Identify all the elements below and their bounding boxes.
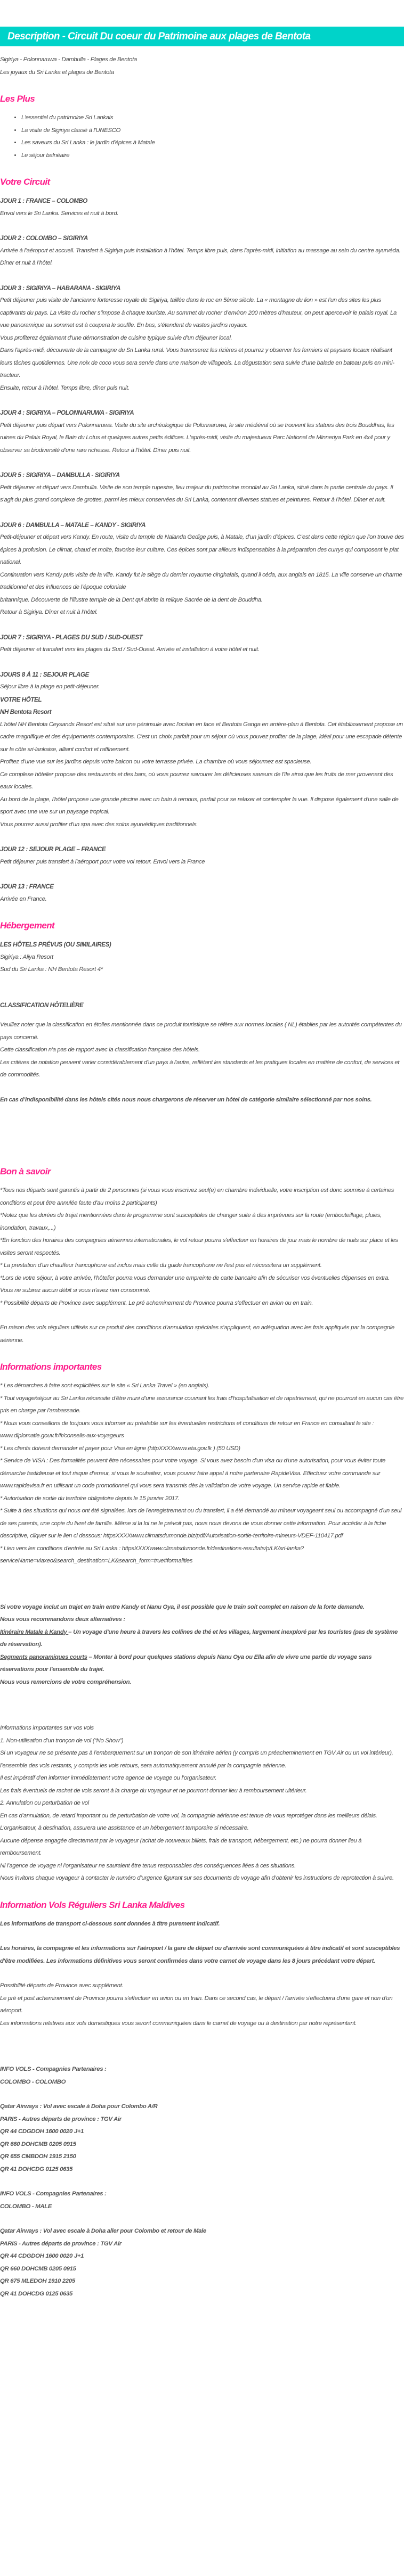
text-line: * Tout voyage/séjour au Sri Lanka nécessite d’être muni d’une assurance couvrant les frais d’hospitalisation et de rapatriement, qui ne pourront en aucun cas être pris en charge par l’ambassade.	[0, 1395, 404, 1414]
paragraph-text	[0, 2225, 404, 2300]
day-heading: JOUR 13 : FRANCE	[0, 883, 54, 890]
section-heading: Bon à savoir	[0, 1166, 51, 1176]
text-line: QR 660 DOHCMB 0205 0915	[0, 2141, 76, 2147]
text-line: Nous invitons chaque voyageur à contacter le numéro d’urgence figurant sur ses documents de voyage afin d’obtenir les instructions de reprotection à suivre.	[0, 1875, 394, 1881]
text-line: Dans l'après-midi, découverte de la campagne du Sri Lanka rural. Vous traverserez les rizières et pourrez y observer les fermiers et paysans locaux réalisant leurs tâches quotidiennes. Une noix de coco vous sera servie dans une maison de villageois. La dégustation sera suivie d’une balade en bateau puis en mini-tracteur.	[0, 347, 394, 378]
text-line: Petit-déjeuner et départ vers Kandy. En route, visite du temple de Nalanda Gedige puis, à Matale, d’un jardin d’épices. C’est dans cette région que l’on trouve des épices à profusion. Le climat, chaud et moite, favorise leur culture. Ces épices sont par ailleurs indispensables à la préparation des currys qui composent le plat national.	[0, 534, 404, 565]
text-line: Les informations relatives aux vols domestiques vous seront communiquées dans le carnet de voyage ou à destination par notre représentant.	[0, 2020, 357, 2027]
text-line: Le pré et post acheminement de Province pourra s'effectuer en avion ou en train. Dans ce second cas, le départ / l'arrivée s'effectuera d'une gare et non d'un aéroport.	[0, 1995, 393, 2014]
paragraph-text	[0, 208, 404, 220]
paragraph-text	[0, 2101, 404, 2176]
text-line: L'hôtel NH Bentota Ceysands Resort est situé sur une péninsule avec l'océan en face et Bentota Ganga en arrière-plan à Bentota. Cet établissement propose un cadre magnifique et des équipements contemporains. C'est un choix parfait pour un séjour où vous pouvez profiter de la plage, idéal pour une escapade détente sur la côte sri-lankaise, alliant confort et raffinement.	[0, 721, 403, 753]
text-line: Petit déjeuner et transfert vers les plages du Sud / Sud-Ouest. Arrivée et installation à votre hôtel et nuit.	[0, 646, 260, 653]
text-line: britannique. Découverte de l’illustre temple de la Dent qui abrite la relique Sacrée de la dent de Bouddha.	[0, 596, 263, 603]
section-les-plus	[0, 93, 404, 162]
paragraph	[0, 1980, 404, 2030]
text-line: 2. Annulation ou perturbation de vol	[0, 1800, 89, 1806]
text-line: Arrivée en France.	[0, 895, 47, 902]
text-line: Informations importantes sur vos vols	[0, 1725, 94, 1731]
text-line	[0, 1626, 404, 1651]
paragraph-text	[0, 1094, 404, 1107]
section-heading: Votre Circuit	[0, 177, 50, 187]
paragraph-text	[0, 482, 404, 507]
highlight-item: • La visite de Sigiriya classé à l'UNESCO	[21, 125, 404, 137]
text-line: COLOMBO - MALE	[0, 2203, 52, 2210]
paragraph	[0, 1019, 404, 1082]
text-line	[0, 1601, 404, 1614]
paragraph-text	[0, 681, 404, 694]
spacer	[0, 1118, 404, 1151]
text-line: * Autorisation de sortie du territoire obligatoire depuis le 15 janvier 2017.	[0, 1495, 180, 1502]
section-bon-a-savoir	[0, 1165, 404, 1347]
day-block	[0, 939, 404, 976]
text-line: QR 41 DOHCDG 0125 0635	[0, 2290, 73, 2297]
text-line: * Service de VISA : Des formalités peuvent être nécessaires pour votre voyage. Si vous avez besoin d'un visa ou d'une autorisation, pour vous éviter toute démarche fastidieuse et tout risque d'erreur, si vous le souhaitez, vous pouvez faire appel à notre partenaire RapideVisa. Effectuez votre commande sur www.rapidevisa.fr en utilisant un code promotionnel qui vous sera transmis dès la validation de votre voyage. Un service rapide et fiable.	[0, 1458, 386, 1489]
text-line	[0, 1614, 404, 1626]
text-line: Si un voyageur ne se présente pas à l’embarquement sur un tronçon de son itinéraire aérien (y compris un préacheminement en TGV Air ou un vol intérieur), l’ensemble des vols restants, y compris les vols retours, sera automatiquement annulé par la compagnie aérienne.	[0, 1750, 393, 1769]
text-line: Les horaires, la compagnie et les informations sur l'aéroport / la gare de départ ou d'arrivée sont communiquées à titre indicatif et sont susceptibles d'être modifiées. Les informations définitives vous seront confirmées dans votre carnet de voyage dans les 8 jours précédant votre départ.	[0, 1945, 400, 1964]
paragraph-text	[0, 245, 404, 270]
text-line	[0, 1676, 404, 1689]
page-title: Description - Circuit Du coeur du Patrimoine aux plages de Bentota	[7, 30, 311, 42]
section-hebergement	[0, 919, 404, 1151]
paragraph-text	[0, 1980, 404, 2030]
text-line: L’organisateur, à destination, assurera une assistance et un hébergement temporaire si nécessaire.	[0, 1825, 249, 1831]
text-line: Les critères de notation peuvent varier considérablement d'un pays à l'autre, reflétant les standards et les pratiques locales en matière de confort, de services et de commodités.	[0, 1059, 400, 1078]
text-line: Séjour libre à la plage en petit-déjeuner.	[0, 684, 100, 690]
paragraph	[0, 2101, 404, 2176]
text-line: *Notez que les durées de trajet mentionnées dans le programme sont susceptibles de changer suite à des imprévues sur la route (embouteillage, pluies, inondation, travaux,...)	[0, 1212, 382, 1231]
paragraph-text	[0, 1601, 404, 1689]
intro-line: Sigiriya - Polonnaruwa - Dambulla - Plages de Bentota	[0, 56, 137, 63]
text-line: * Possibilité départs de Province avec supplément. Le pré acheminement de Province pourra s'effectuer en avion ou en train.	[0, 1299, 313, 1306]
paragraph-text	[0, 1380, 404, 1568]
spacer	[0, 2042, 404, 2063]
day-heading: JOUR 2 : COLOMBO – SIGIRIYA	[0, 235, 88, 242]
text-line: PARIS - Autres départs de province : TGV Air	[0, 2116, 122, 2122]
paragraph-text	[0, 531, 404, 619]
day-heading: JOUR 1 : FRANCE – COLOMBO	[0, 197, 87, 204]
paragraph	[0, 2063, 404, 2088]
text-line: *Tous nos départs sont garantis à partir de 2 personnes (si vous vous inscrivez seul(e) en chambre individuelle, votre inscription est donc soumise à certaines conditions et peut être annulée faute d'au moins 2 participants)	[0, 1187, 394, 1206]
spacer	[0, 1580, 404, 1601]
day-block	[0, 631, 404, 656]
text-line: En cas d’indisponibilité dans les hôtels cités nous nous chargerons de réserver un hôtel de catégorie similaire sélectionné par nos soins.	[0, 1096, 372, 1103]
text-line: INFO VOLS - Compagnies Partenaires :	[0, 2066, 107, 2072]
spacer	[0, 1701, 404, 1722]
paragraph	[0, 1094, 404, 1107]
paragraph-text	[0, 893, 404, 906]
text-line: * Les démarches à faire sont explicitées sur le site « Sri Lanka Travel » (en anglais).	[0, 1382, 209, 1389]
text-line: *En fonction des horaires des compagnies aériennes internationales, le vol retour pourra s'effectuer en horaires de jour mais le nombre de nuits sur place et les visites seront respectés.	[0, 1237, 398, 1256]
spacer	[0, 989, 404, 999]
underlined-term: Itinéraire Matale à Kandy	[0, 1628, 69, 1635]
text-line: Possibilité départs de Province avec supplément.	[0, 1982, 124, 1989]
text-line: En raison des vols réguliers utilisés sur ce produit des conditions d’annulation spéciales s’appliquent, en adéquation avec les frais appliqués par la compagnie aérienne.	[0, 1324, 394, 1344]
text-line: COLOMBO - COLOMBO	[0, 2078, 66, 2085]
day-heading: JOUR 4 : SIGIRIYA – POLONNARUWA - SIGIRIYA	[0, 409, 134, 416]
paragraph-text	[0, 1322, 404, 1347]
paragraph-text	[0, 951, 404, 976]
day-heading: JOUR 7 : SIGIRIYA - PLAGES DU SUD / SUD-OUEST	[0, 633, 143, 641]
day-heading: CLASSIFICATION HÔTELIÈRE	[0, 1001, 84, 1009]
text-line: Vous profiterez également d’une démonstration de cuisine typique suivie d’un déjeuner local.	[0, 334, 232, 341]
day-heading: LES HÔTELS PRÉVUS (OU SIMILAIRES)	[0, 941, 111, 948]
paragraph-text	[0, 294, 404, 394]
content-sections	[0, 93, 404, 2300]
line-text: Nous vous recommandons deux alternatives :	[0, 1616, 125, 1623]
section-informations-importantes	[0, 1361, 404, 1885]
text-line: Ce complexe hôtelier propose des restaurants et des bars, où vous pourrez savourer les délicieuses saveurs de l'île ainsi que les fruits de mer provenant des eaux locales.	[0, 771, 393, 790]
title-banner	[0, 27, 404, 46]
text-line: Continuation vers Kandy puis visite de la ville. Kandy fut le siège du dernier royaume cinghalais, quand il céda, aux anglais en 1815. La ville conserve un charme traditionnel et des influences de l’époque coloniale	[0, 571, 402, 590]
paragraph	[0, 1322, 404, 1347]
section-heading: Les Plus	[0, 94, 35, 104]
text-line: QR 675 MLEDOH 1910 2205	[0, 2278, 75, 2284]
paragraph-text	[0, 1918, 404, 1931]
text-line: * Suite à des situations qui nous ont été signalées, lors de l'enregistrement ou du transfert, il a été demandé au mineur voyageant seul ou accompagné d'un seul de ses parents, une copie du livret de famille. Même si la loi ne le prévoit pas, nous nous devons de vous donner cette information. Pour accéder à la fiche descriptive, cliquer sur le lien ci dessous: httpsXXXXwww.climatsdumonde.biz/pdf/Autorisation-sortie-territoire-mineurs-VDEF-110417.pdf	[0, 1508, 402, 1539]
paragraph	[0, 1380, 404, 1568]
text-line: Vous pourrez aussi profiter d'un spa avec des soins ayurvédiques traditionnels.	[0, 821, 198, 828]
day-block	[0, 282, 404, 395]
text-line: Profitez d’une vue sur les jardins depuis votre balcon ou votre terrasse privée. La chambre où vous séjournez est spacieuse.	[0, 759, 312, 765]
text-line: PARIS - Autres départs de province : TGV Air	[0, 2240, 122, 2247]
line-text: Si votre voyage inclut un trajet en train entre Kandy et Nanu Oya, il est possible que le train soit complet en raison de la forte demande.	[0, 1603, 365, 1610]
paragraph	[0, 1722, 404, 1885]
text-line: Les frais éventuels de rachat de vols seront à la charge du voyageur et ne pourront donner lieu à remboursement ultérieur.	[0, 1787, 307, 1794]
text-line: Qatar Airways : Vol avec escale à Doha aller pour Colombo et retour de Male	[0, 2228, 206, 2234]
day-block	[0, 519, 404, 619]
paragraph	[0, 1601, 404, 1689]
text-line: Veuillez noter que la classification en étoiles mentionnée dans ce produit touristique se réfère aux normes locales ( NL) établies par les autorités compétentes du pays concerné.	[0, 1022, 402, 1041]
day-block	[0, 843, 404, 868]
text-line: INFO VOLS - Compagnies Partenaires :	[0, 2191, 107, 2197]
text-line: 1. Non-utilisation d’un tronçon de vol (“No Show”)	[0, 1737, 124, 1744]
text-line: Sigiriya : Aliya Resort	[0, 953, 53, 960]
paragraph	[0, 2225, 404, 2300]
line-text: Nous vous remercions de votre compréhension.	[0, 1678, 132, 1685]
text-line: * Lien vers les conditions d'entrée au Sri Lanka : httpsXXXXwww.climatsdumonde.fr/destinations-resultats/p/LK/sri-lanka?serviceName=viaxeo&search_destination=LK&search_form=true#formalities	[0, 1545, 304, 1564]
paragraph-text	[0, 1722, 404, 1885]
paragraph	[0, 1918, 404, 1931]
paragraph-text	[0, 856, 404, 869]
text-line: Sud du Sri Lanka : NH Bentota Resort 4*	[0, 966, 103, 973]
text-line: Petit déjeuner puis départ vers Polonnaruwa. Visite du site archéologique de Polonnaruwa, le site médiéval où se trouvent les statues des trois Bouddhas, les ruines du Palais Royal, le Bain du Lotus et quelques autres petits édifices. L'après-midi, visite du majestueux Parc National de Minneriya Park en 4x4 pour y observer sa biodiversité d’une rare richesse. Retour à l’hôtel. Dîner puis nuit.	[0, 422, 394, 454]
text-line: Envol vers le Sri Lanka. Services et nuit à bord.	[0, 210, 119, 217]
section-heading: Informations importantes	[0, 1362, 102, 1372]
section-information-vols-reguliers-sri-lanka-maldives	[0, 1899, 404, 2301]
text-line: * La prestation d'un chauffeur francophone est inclus mais celle du guide francophone ne l'est pas et nécessitera un supplément.	[0, 1262, 322, 1269]
text-line: Petit déjeuner puis transfert à l’aéroport pour votre vol retour. Envol vers la France	[0, 858, 205, 865]
day-heading: JOURS 8 À 11 : SEJOUR PLAGE	[0, 671, 89, 678]
day-block	[0, 232, 404, 270]
text-line: QR 41 DOHCDG 0125 0635	[0, 2166, 73, 2172]
highlight-item: • Les saveurs du Sri Lanka : le jardin d'épices à Matale	[21, 137, 404, 150]
paragraph-text	[0, 644, 404, 656]
day-block	[0, 999, 404, 1012]
day-heading: JOUR 12 : SEJOUR PLAGE – FRANCE	[0, 846, 106, 853]
text-line: Retour à Sigiriya. Dîner et nuit à l’hôtel.	[0, 609, 98, 615]
paragraph-text	[0, 2188, 404, 2213]
hotel-subheading: NH Bentota Resort	[0, 709, 52, 715]
intro-line: Les joyaux du Sri Lanka et plages de Bentota	[0, 69, 114, 76]
text-line: Cette classification n'a pas de rapport avec la classification française des hôtels.	[0, 1047, 200, 1053]
text-line: QR 655 CMBDOH 1915 2150	[0, 2153, 76, 2160]
text-line: En cas d’annulation, de retard important ou de perturbation de votre vol, la compagnie aérienne est tenue de vous reprotéger dans les meilleurs délais.	[0, 1812, 377, 1819]
text-line	[0, 1651, 404, 1676]
text-line: Petit déjeuner puis visite de l’ancienne forteresse royale de Sigiriya, taillée dans le roc en 5ème siècle. La « montagne du lion » est l’un des sites les plus captivants du pays. La visite du rocher s’impose à chaque touriste. Au sommet du rocher d’environ 200 mètres d’hauteur, on peut apercevoir le palais royal. La vue panoramique au sommet est à coupera le souffle. En bas, s’étendent de vastes jardins royaux.	[0, 297, 397, 328]
line-text: – Monter à bord pour quelques stations depuis Nanu Oya ou Ella afin de vivre une partie du voyage sans réservations pour l'ensemble du trajet.	[0, 1653, 372, 1673]
text-line: QR 44 CDGDOH 1600 0020 J+1	[0, 2128, 84, 2135]
day-block	[0, 669, 404, 832]
text-line: *Lors de votre séjour, à votre arrivée, l’hôtelier pourra vous demander une empreinte de carte bancaire afin de sécuriser vos éventuelles dépenses en extra. Vous ne subirez aucun débit si vous n'avez rien consommé.	[0, 1274, 390, 1294]
day-heading: JOUR 5 : SIGIRIYA – DAMBULLA - SIGIRIYA	[0, 472, 120, 479]
text-line: Petit déjeuner et départ vers Dambulla. Visite de son temple rupestre, lieu majeur du patrimoine mondial au Sri Lanka, situé dans la partie centrale du pays. Il s’agit du plus grand complexe de grottes, parmi les mieux conservées du Sri Lanka, contenant diverses statues et peintures. Retour à l’hôtel. Dîner et nuit.	[0, 484, 393, 503]
paragraph-text	[0, 2063, 404, 2088]
paragraph-text	[0, 719, 404, 832]
section-votre-circuit	[0, 176, 404, 906]
highlight-item: • L'essentiel du patrimoine Sri Lankais	[21, 112, 404, 125]
line-text: – Un voyage d'une heure à travers les collines de thé et les villages, largement inexploré par les touristes (pas de système de réservation).	[0, 1628, 398, 1648]
paragraph	[0, 1943, 404, 1968]
paragraph-text	[0, 419, 404, 457]
text-line: Aucune dépense engagée directement par le voyageur (achat de nouveaux billets, frais de transport, hébergement, etc.) ne pourra donner lieu à remboursement.	[0, 1837, 362, 1856]
day-block	[0, 407, 404, 457]
text-line: Il est impératif d’en informer immédiatement votre agence de voyage ou l’organisateur.	[0, 1775, 217, 1781]
text-line: Les informations de transport ci-dessous sont données à titre purement indicatif.	[0, 1920, 220, 1927]
day-heading: JOUR 3 : SIGIRIYA – HABARANA - SIGIRIYA	[0, 284, 120, 292]
highlight-item: • Le séjour balnéaire	[21, 150, 404, 162]
text-line: QR 44 CDGDOH 1600 0020 J+1	[0, 2253, 84, 2259]
text-line: QR 660 DOHCMB 0205 0915	[0, 2265, 76, 2272]
section-heading: Information Vols Réguliers Sri Lanka Maldives	[0, 1899, 185, 1910]
section-heading: Hébergement	[0, 920, 55, 931]
text-line: Arrivée à l’aéroport et accueil. Transfert à Sigiriya puis installation à l’hôtel. Temps libre puis, dans l’après-midi, initiation au massage au sein du centre ayurvéda. Dîner et nuit à l’hôtel.	[0, 247, 401, 266]
text-line: Qatar Airways : Vol avec escale à Doha pour Colombo A/R	[0, 2103, 158, 2110]
paragraph-text	[0, 1943, 404, 1968]
paragraph-text	[0, 1184, 404, 1310]
paragraph	[0, 2188, 404, 2213]
day-block	[0, 469, 404, 507]
text-line: Au bord de la plage, l'hôtel propose une grande piscine avec un bain à remous, parfait pour se relaxer et contempler la vue. Il dispose également d'une salle de sport avec une vue sur un paysage tropical.	[0, 796, 399, 815]
day-heading: JOUR 6 : DAMBULLA – MATALE – KANDY - SIGIRIYA	[0, 521, 146, 529]
day-block	[0, 195, 404, 220]
underlined-term: Segments panoramiques courts	[0, 1653, 87, 1660]
text-line: * Les clients doivent demander et payer pour Visa en ligne (httpXXXXwww.eta.gov.lk ) (50 USD)	[0, 1445, 240, 1452]
hotel-subheading: VOTRE HÔTEL	[0, 696, 42, 703]
text-line: Ensuite, retour à l’hôtel. Temps libre, dîner puis nuit.	[0, 384, 130, 391]
highlights-list	[0, 112, 404, 162]
paragraph-text	[0, 1019, 404, 1082]
day-block	[0, 880, 404, 906]
text-line: * Nous vous conseillons de toujours vous informer au préalable sur les éventuelles restrictions et conditions de retour en France en consultant le site : www.diplomatie.gouv.fr/fr/conseils-aux-voyageurs	[0, 1420, 374, 1439]
text-line: Ni l’agence de voyage ni l’organisateur ne sauraient être tenus responsables des conséquences liées à ces situations.	[0, 1862, 296, 1869]
paragraph	[0, 1184, 404, 1310]
